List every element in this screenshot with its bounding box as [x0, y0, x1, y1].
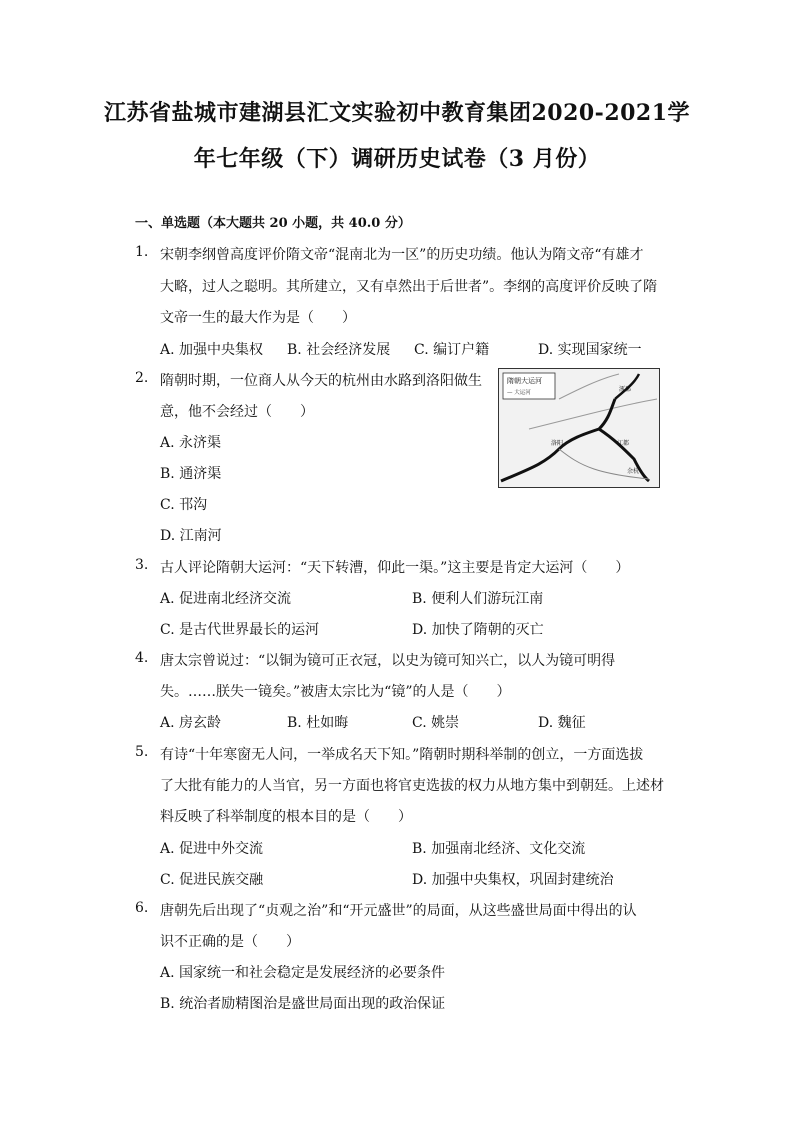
question-text: 古人评论隋朝大运河：“天下转漕，仰此一渠。”这主要是肯定大运河（ ） [160, 560, 630, 576]
option-b: B. 杜如晦 [287, 715, 349, 731]
question-number: 5. [135, 744, 149, 760]
option-d: D. 加强中央集权，巩固封建统治 [412, 872, 614, 888]
option-b: B. 统治者励精图治是盛世局面出现的政治保证 [160, 996, 446, 1012]
map-label: 余杭 [627, 468, 640, 475]
option-a: A. 永济渠 [160, 435, 222, 451]
option-d: D. 实现国家统一 [538, 342, 642, 358]
question-text: 唐太宗曾说过：“以铜为镜可正衣冠，以史为镜可知兴亡，以人为镜可明得 [160, 653, 616, 669]
question-text: 隋朝时期，一位商人从今天的杭州由水路到洛阳做生 [160, 373, 482, 389]
option-c: C. 促进民族交融 [160, 872, 264, 888]
grand-canal-map [498, 368, 660, 488]
option-c: C. 姚崇 [412, 715, 460, 731]
map-label: 江都 [617, 440, 630, 447]
question-text: 有诗“十年寒窗无人问，一举成名天下知。”隋朝时期科举制的创立，一方面选拔 [160, 747, 644, 763]
option-a: A. 房玄龄 [160, 715, 222, 731]
option-b: B. 社会经济发展 [287, 342, 391, 358]
option-b: B. 加强南北经济、文化交流 [412, 841, 586, 857]
map-label: 涿郡 [619, 386, 632, 393]
question-text: 了大批有能力的人当官，另一方面也将官吏选拔的权力从地方集中到朝廷。上述材 [160, 778, 664, 794]
map-graphic [499, 369, 659, 487]
question-number: 4. [135, 650, 149, 666]
question-number: 2. [135, 370, 149, 386]
option-a: A. 加强中央集权 [160, 342, 264, 358]
question-text: 意，他不会经过（ ） [160, 404, 314, 420]
option-a: A. 促进中外交流 [160, 841, 264, 857]
option-a: A. 国家统一和社会稳定是发展经济的必要条件 [160, 965, 446, 981]
option-d: D. 江南河 [160, 528, 222, 544]
option-a: A. 促进南北经济交流 [160, 591, 292, 607]
section-heading: 一、单选题（本大题共 20 小题，共 40.0 分） [135, 216, 411, 231]
map-legend: — 大运河 [507, 390, 531, 396]
question-text: 大略，过人之聪明。其所建立，又有卓然出于后世者”。李纲的高度评价反映了隋 [160, 279, 658, 295]
exam-title-line2: 年七年级（下）调研历史试卷（3 月份） [193, 146, 601, 172]
option-b: B. 便利人们游玩江南 [412, 591, 544, 607]
question-number: 1. [135, 244, 149, 260]
option-b: B. 通济渠 [160, 466, 222, 482]
question-number: 6. [135, 900, 149, 916]
question-text: 宋朝李纲曾高度评价隋文帝“混南北为一区”的历史功绩。他认为隋文帝“有雄才 [160, 247, 644, 263]
question-text: 失。……朕失一镜矣。”被唐太宗比为“镜”的人是（ ） [160, 684, 511, 700]
option-c: C. 是古代世界最长的运河 [160, 622, 320, 638]
map-title: 隋朝大运河 [507, 377, 542, 385]
option-d: D. 加快了隋朝的灭亡 [412, 622, 544, 638]
question-text: 料反映了科举制度的根本目的是（ ） [160, 809, 412, 825]
map-label: 洛阳 [551, 440, 564, 447]
option-c: C. 邗沟 [160, 497, 208, 513]
question-text: 文帝一生的最大作为是（ ） [160, 310, 356, 326]
option-c: C. 编订户籍 [414, 342, 490, 358]
exam-title-line1: 江苏省盐城市建湖县汇文实验初中教育集团2020-2021学 [103, 100, 691, 126]
question-text: 唐朝先后出现了“贞观之治”和“开元盛世”的局面，从这些盛世局面中得出的认 [160, 903, 637, 919]
question-number: 3. [135, 557, 149, 573]
question-text: 识不正确的是（ ） [160, 934, 300, 950]
option-d: D. 魏征 [538, 715, 586, 731]
